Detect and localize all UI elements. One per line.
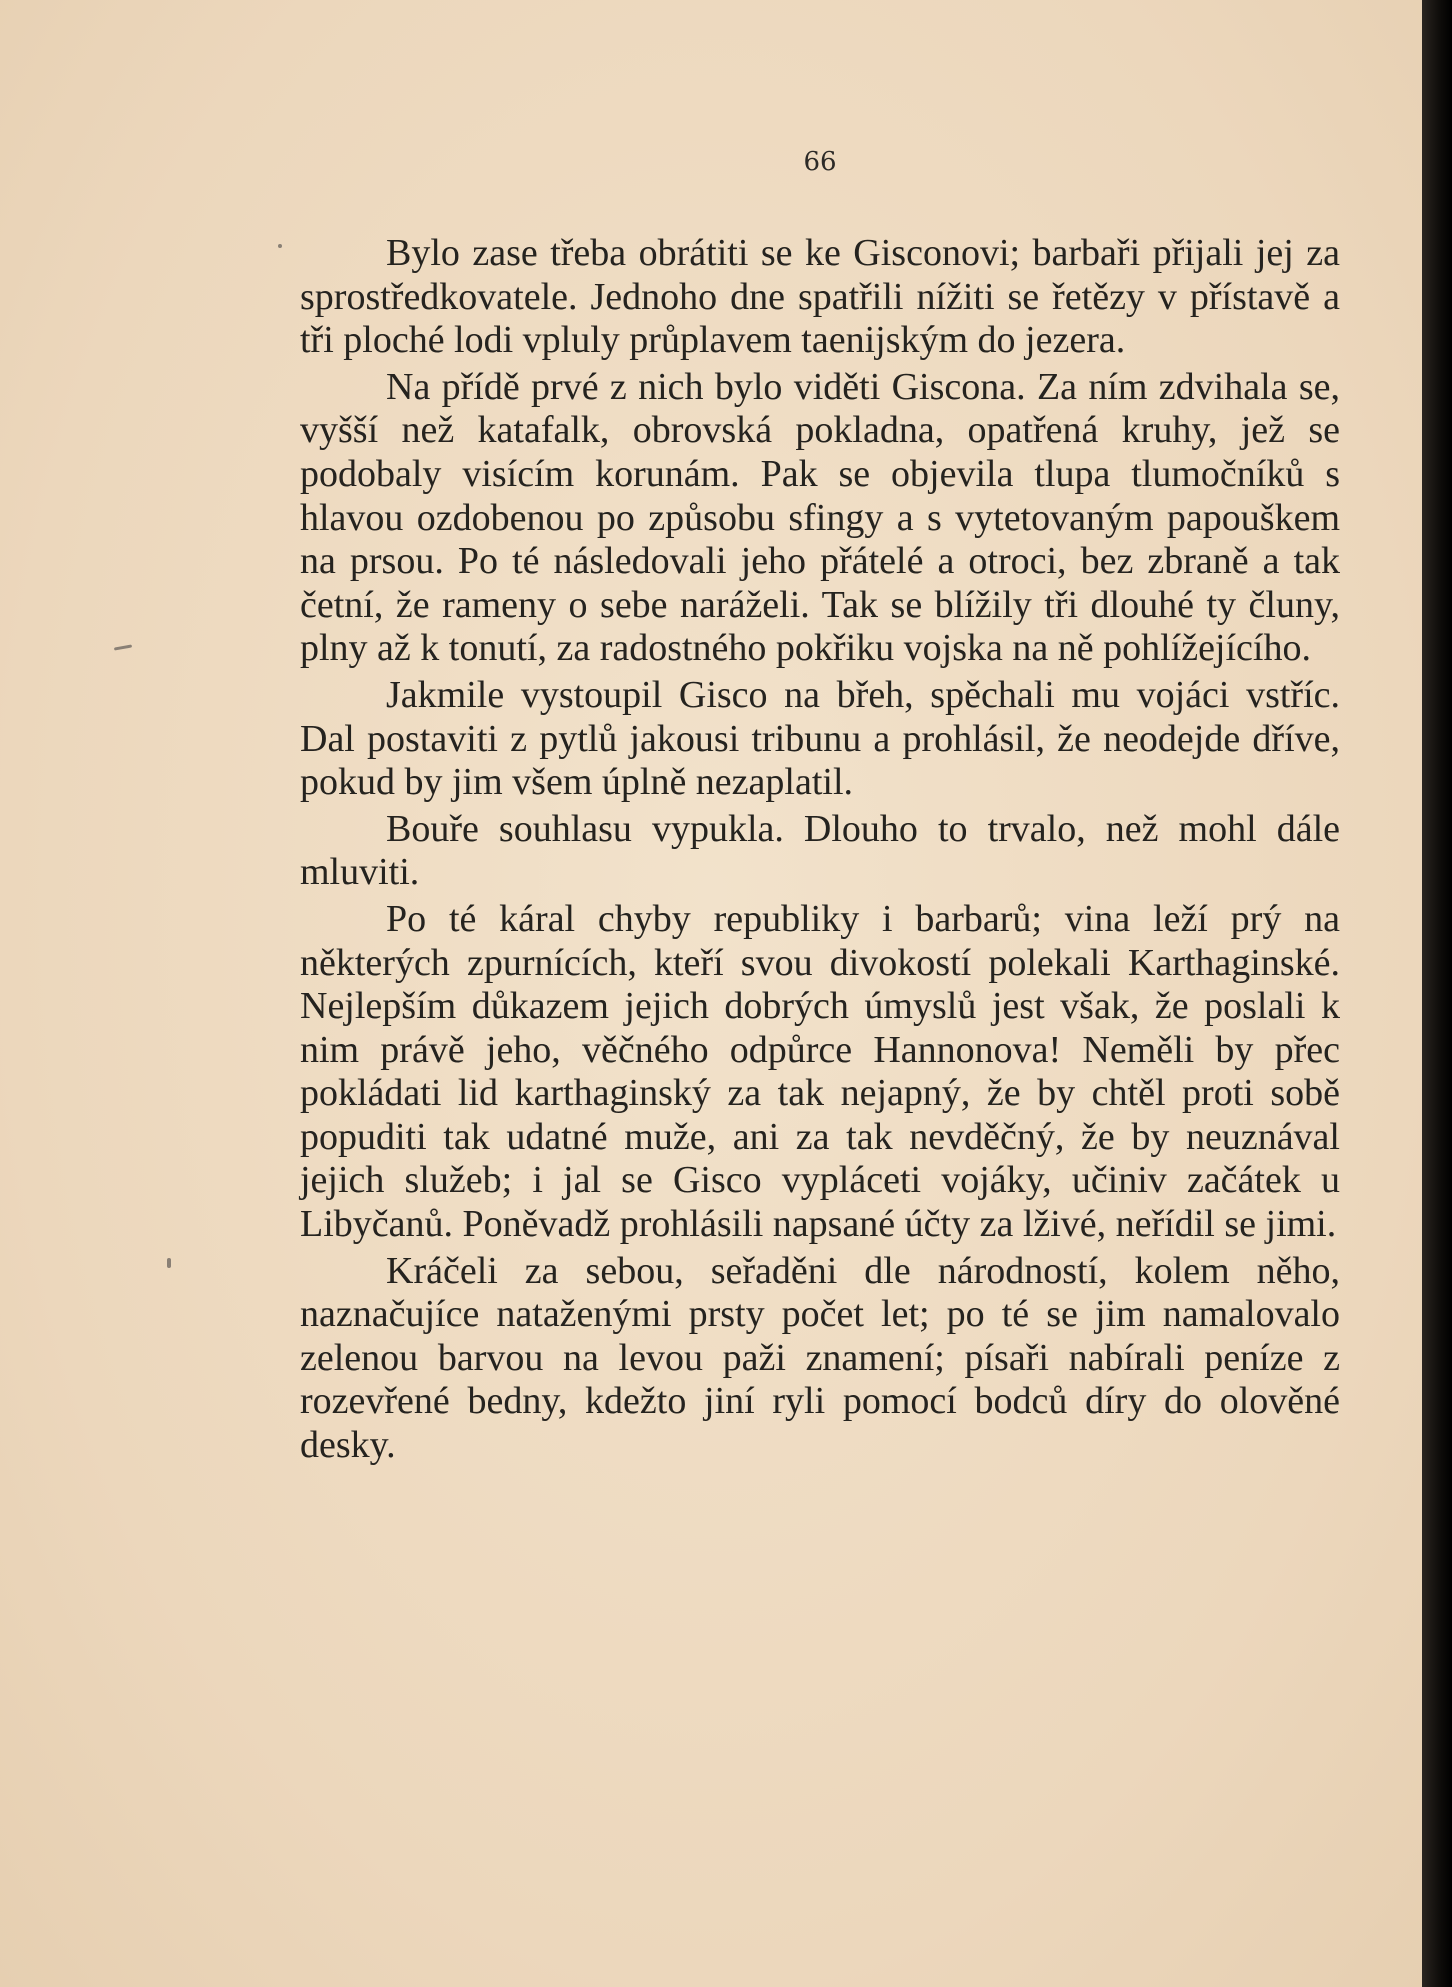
body-text: [300, 232, 1340, 1468]
paper-blemish: [114, 644, 132, 650]
page-edge-shadow: [1422, 0, 1452, 1987]
paragraph-1: Bylo zase třeba obrátiti se ke Gisconovi; barbaři přijali jej za sprostředkovatele. Jednoho dne spatřili nížiti se řetězy v přístavě a tři ploché lodi vpluly průplavem taenijským do jezera.: [300, 232, 1340, 362]
paragraph-3: Jakmile vystoupil Gisco na břeh, spěchali mu vojáci vstříc. Dal postaviti z pytlů jakousi tribunu a prohlásil, že neodejde dříve, pokud by jim všem úplně nezaplatil.: [300, 673, 1340, 804]
paragraph-5: Po té káral chyby republiky i barbarů; vina leží prý na některých zpurnících, kteří svou divokostí polekali Karthaginské. Nejlepším důkazem jejich dobrých úmyslů jest však, že poslali k nim právě jeho, věčného odpůrce Hannonova! Neměli by přec pokládati lid karthaginský za tak nejapný, že by chtěl proti sobě popuditi tak udatné muže, ani za tak nevděčný, že by neuznával jejich služeb; i jal se Gisco vypláceti vojáky, učiniv začátek u Libyčanů. Poněvadž prohlásili napsané účty za lživé, neřídil se jimi.: [300, 897, 1340, 1246]
paper-blemish: [278, 244, 282, 248]
paragraph-6: Kráčeli za sebou, seřaděni dle národností, kolem něho, naznačujíce nataženými prsty počet let; po té se jim namalovalo zelenou barvou na levou paži znamení; písaři nabírali peníze z rozevřené bedny, kdežto jiní ryli pomocí bodců díry do olověné desky.: [300, 1249, 1340, 1467]
paragraph-2: Na přídě prvé z nich bylo viděti Giscona. Za ním zdvihala se, vyšší než katafalk, obrovská pokladna, opatřená kruhy, jež se podobaly visícím korunám. Pak se objevila tlupa tlumočníků s hlavou ozdobenou po způsobu sfingy a s vytetovaným papouškem na prsou. Po té následovali jeho přátelé a otroci, bez zbraně a tak četní, že rameny o sebe naráželi. Tak se blížily tři dlouhé ty čluny, plny až k tonutí, za radostného pokřiku vojska na ně pohlížejícího.: [300, 365, 1340, 670]
page-number: 66: [803, 147, 837, 177]
paper-blemish: [167, 1258, 171, 1268]
paragraph-4: Bouře souhlasu vypukla. Dlouho to trvalo, než mohl dále mluviti.: [300, 807, 1340, 894]
